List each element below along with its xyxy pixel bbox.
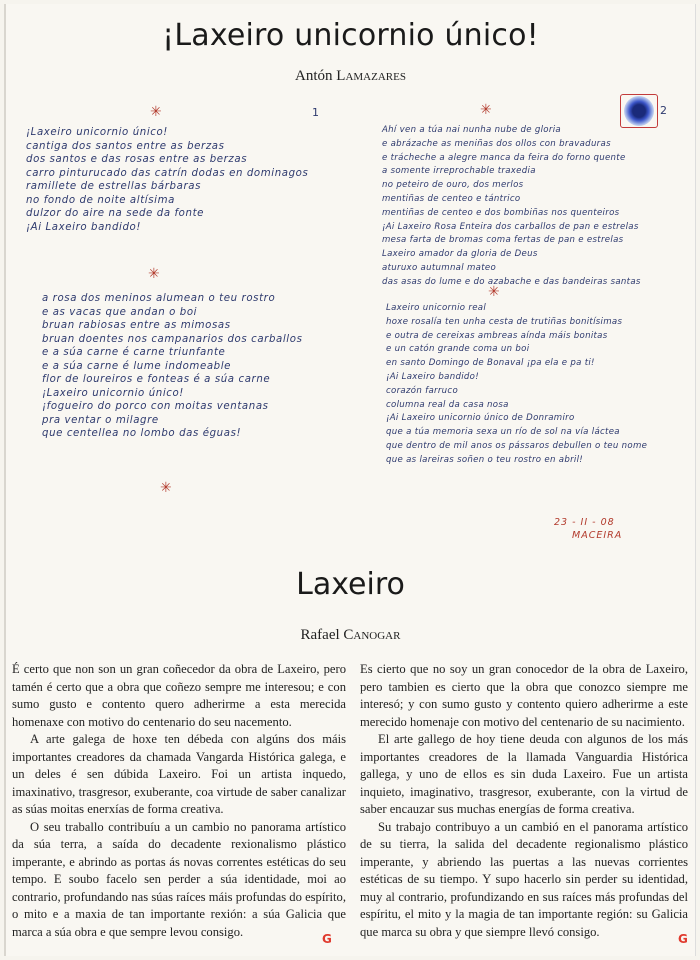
poem-line: flor de loureiros e fonteas é a súa carne xyxy=(42,374,271,385)
end-mark-icon: G xyxy=(678,932,688,946)
poem-line: e abrázache as meniñas dos ollos con bravaduras xyxy=(382,138,611,149)
asterisk-ornament-icon: ✳ xyxy=(148,266,160,282)
poem-stanza-4 xyxy=(386,302,647,468)
manuscript-page-number: 1 xyxy=(312,106,319,119)
poem-line: cantiga dos santos entre as berzas xyxy=(26,140,225,152)
poem-line: ¡fogueiro do porco con moitas ventanas xyxy=(42,401,269,412)
poem-line: ¡Ai Laxeiro bandido! xyxy=(386,371,479,382)
asterisk-ornament-icon: ✳ xyxy=(480,102,492,118)
poem-author xyxy=(6,68,695,85)
poem-line: mesa farta de bromas coma fertas de pan e estrelas xyxy=(382,235,624,246)
poem-line: ¡Ai Laxeiro bandido! xyxy=(26,221,142,233)
magazine-page xyxy=(4,4,696,956)
poem-stanza-2 xyxy=(42,292,302,441)
article-column-galician xyxy=(12,661,346,941)
poem-line: que centellea no lombo das éguas! xyxy=(42,428,242,439)
poem-line: mentiñas de centeo e dos bombiñas nos quenteiros xyxy=(382,207,620,218)
article-author xyxy=(6,627,695,644)
poem-line: Ahí ven a túa nai nunha nube de gloria xyxy=(382,125,561,135)
poem-line: columna real da casa nosa xyxy=(386,399,509,410)
poem-line: ramillete de estrellas bárbaras xyxy=(26,181,202,192)
ink-seal-icon xyxy=(624,96,654,126)
poem-title: ¡Laxeiro unicornio único! xyxy=(162,18,539,53)
paragraph: Su trabajo contribuyo a un cambió en el panorama artístico de su tierra, la salida del decadente regionalismo plástico imperante, y abriendo las puertas a las nuevas corrientes estéticas de su tiempo. Y supo hacerlo sin perder su identidad, muy al contrario, profundizando en sus raíces más profundas del espíritu, el mito y la magia de tan importante región: su Galicia que marca su obra y que siempre llevó consigo. xyxy=(360,819,688,939)
poem-line: ¡Ai Laxeiro unicornio único de Donramiro xyxy=(386,413,575,424)
poem-line: corazón farruco xyxy=(386,385,459,396)
poem-line: e a súa carne é carne triunfante xyxy=(42,347,226,358)
poem-line: en santo Domingo de Bonaval ¡pa ela e pa ti! xyxy=(386,358,595,369)
poem-line: Laxeiro amador da gloria de Deus xyxy=(382,249,538,260)
poem-line: hoxe rosalía ten unha cesta de trutiñas bonitísimas xyxy=(386,316,623,327)
poem-line: no peteiro de ouro, dos merlos xyxy=(382,180,524,191)
poem-line: a somente irreprochable traxedia xyxy=(382,166,536,177)
poem-line: que as lareiras soñen o teu rostro en abril! xyxy=(386,454,584,465)
poem-line: no fondo de noite altísima xyxy=(26,194,175,206)
poem-line: e as vacas que andan o boi xyxy=(42,306,198,318)
poem-line: ¡Ai Laxeiro Rosa Enteira dos carballos de pan e estrelas xyxy=(382,221,639,232)
poem-line: pra ventar o milagre xyxy=(42,414,159,426)
poem-line: dulzor do aire na sede da fonte xyxy=(26,208,205,219)
paragraph: A arte galega de hoxe ten débeda con algúns dos máis importantes creadores da chamada Vangarda Histórica galega, e un deles é sen dúbida Laxeiro. Foi un artista inquedo, imaxinativo, trasgresor, exuberante, coa virtude de saber canalizar as súas moitas enerxías de forma creativa. xyxy=(12,732,346,816)
article-author-first: Rafael xyxy=(300,627,344,643)
paragraph: É certo que non son un gran coñecedor da obra de Laxeiro, pero tamén é certo que a obra que coñezo sempre me interesou; e con sumo gusto e contento quero adherirme a esta merecida homenaxe con motivo do centenario do seu nacemento. xyxy=(12,662,346,729)
poem-line: e trácheche a alegre manca da feira do forno quente xyxy=(382,152,626,163)
manuscript-page-number: 2 xyxy=(660,104,667,117)
poem-line: mentiñas de centeo e tántrico xyxy=(382,193,521,204)
asterisk-ornament-icon: ✳ xyxy=(160,480,172,496)
poem-author-first: Antón xyxy=(295,68,337,84)
asterisk-ornament-icon: ✳ xyxy=(150,104,162,120)
signature-place-line: MACEIRA xyxy=(572,530,623,541)
poem-line: que a túa memoria sexa un río de sol na vía láctea xyxy=(386,427,620,438)
poem-line: das asas do lume e do azabache e das bandeiras santas xyxy=(382,276,641,287)
poem-line: e a súa carne é lume indomeable xyxy=(42,360,232,372)
article-author-last: Canogar xyxy=(343,627,401,643)
poem-line: Laxeiro unicornio real xyxy=(386,303,487,313)
poem-line: aturuxo autumnal mateo xyxy=(382,262,497,273)
poem-stanza-1 xyxy=(26,126,308,234)
poem-line: ¡Laxeiro unicornio único! xyxy=(26,127,168,138)
article-title: Laxeiro xyxy=(296,567,405,602)
poem-line: que dentro de mil anos os pássaros debullen o teu nome xyxy=(386,440,648,451)
end-mark-icon: G xyxy=(322,932,332,946)
signature-date xyxy=(554,516,622,542)
poem-stanza-3 xyxy=(382,124,641,290)
signature-date-line: 23 - II - 08 xyxy=(554,517,615,528)
poem-line: e un catón grande coma un boi xyxy=(386,344,530,355)
poem-line: ¡Laxeiro unicornio único! xyxy=(42,387,184,399)
poem-line: carro pinturucado das catrín dodas en dominagos xyxy=(26,167,309,179)
poem-line: a rosa dos meninos alumean o teu rostro xyxy=(42,293,276,304)
paragraph: El arte gallego de hoy tiene deuda con algunos de los más importantes creadores de la llamada Vanguardia Histórica gallega, y uno de ellos es sin duda Laxeiro. Fue un artista inquieto, imaginativo, trasgresor, exuberante, con la virtud de saber encauzar sus muchas energías de forma creativa. xyxy=(360,732,688,816)
poem-author-last: Lamazares xyxy=(336,68,406,84)
poem-line: bruan rabiosas entre as mimosas xyxy=(42,320,231,331)
paragraph: Es cierto que no soy un gran conocedor de la obra de Laxeiro, pero tambien es cierto que la obra que conozco siempre me interesó; y con sumo gusto y contento quiero adherirme a este merecido homenaje con motivo del centenario de su nacimiento. xyxy=(360,662,688,729)
article-column-spanish xyxy=(360,661,688,941)
asterisk-ornament-icon: ✳ xyxy=(488,284,500,300)
poem-line: e outra de cereixas ambreas aínda máis bonitas xyxy=(386,330,608,341)
poem-line: dos santos e das rosas entre as berzas xyxy=(26,154,248,165)
paragraph: O seu traballo contribuíu a un cambio no panorama artístico da súa terra, a saída do decadente rexionalismo plástico imperante, e abrindo as portas ás novas correntes estéticas do seu tempo. E soubo facelo sen perder a súa identidade, moi ao contrario, profundando nas súas raíces máis profundas do espírito, o mito e a maxia de tan importante rexión: a súa Galicia que marca a súa obra e que sempre levou consigo. xyxy=(12,819,346,939)
poem-line: bruan doentes nos campanarios dos carballos xyxy=(42,333,303,345)
